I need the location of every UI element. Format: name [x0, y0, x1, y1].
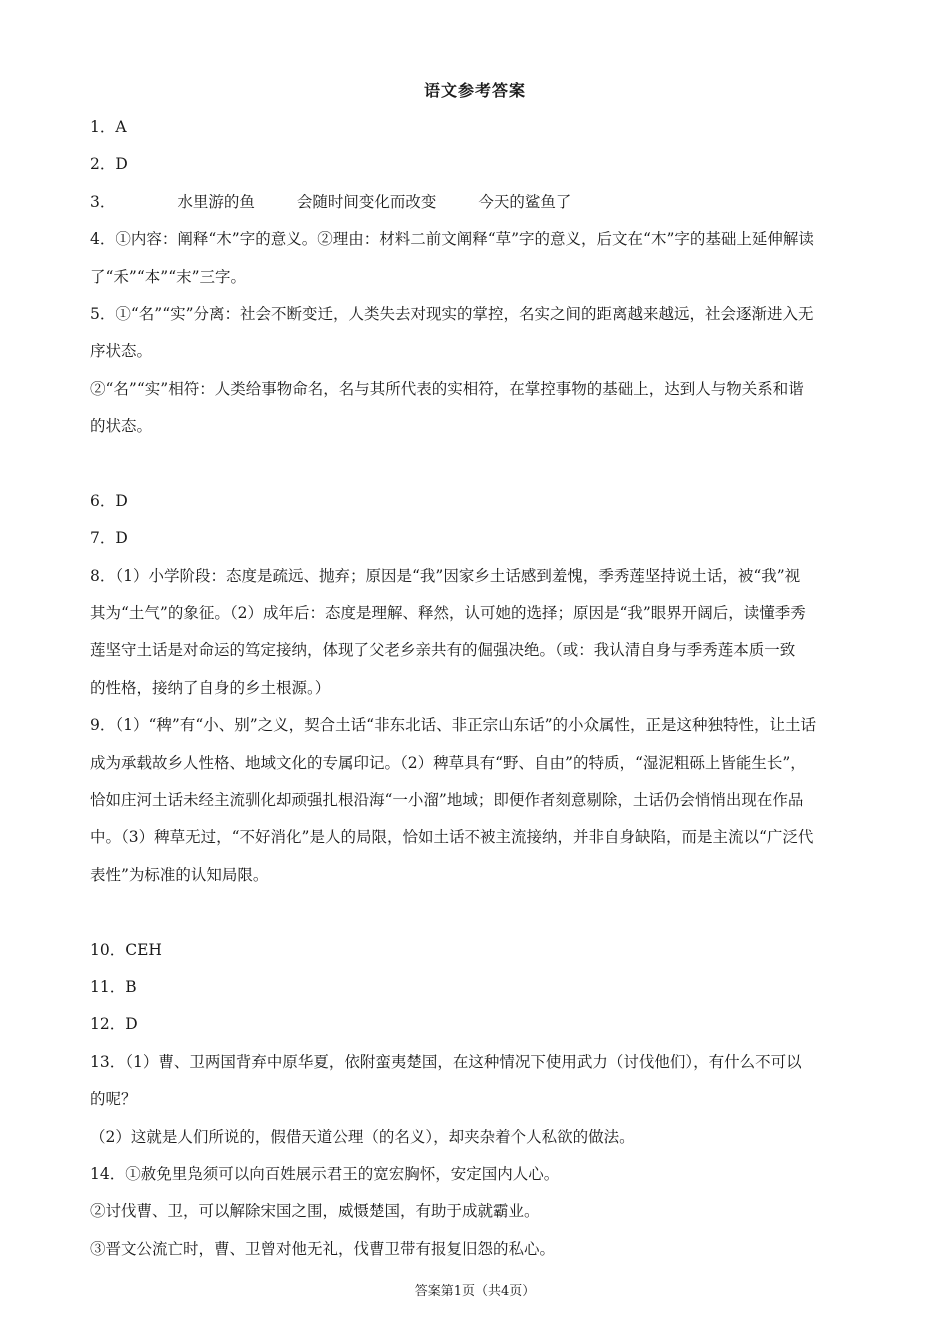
answer-9-line-2: 成为承载故乡人性格、地域文化的专属印记。（2）稗草具有“野、自由”的特质，“湿泥粗砾上皆能生长”， [90, 753, 806, 772]
answer-6: 6．D [90, 491, 128, 510]
answer-13-line-2: 的呢？ [90, 1090, 137, 1109]
answer-9-line-4: 中。（3）稗草无过，“不好消化”是人的局限，恰如土话不被主流接纳，并非自身缺陷，而是主流以“广泛代 [90, 828, 814, 847]
answer-list [90, 109, 860, 1268]
answer-7: 7．D [90, 529, 128, 548]
answer-3-part-1: 水里游的鱼 [177, 192, 255, 211]
answer-5-line-1: 5．①“名”“实”分离：社会不断变迁，人类失去对现实的掌控，名实之间的距离越来越远，社会逐渐进入无 [90, 304, 814, 323]
answer-3-part-3: 今天的鲨鱼了 [478, 192, 572, 211]
answer-4-line-1: 4．①内容：阐释“木”字的意义。②理由：材料二前文阐释“草”字的意义，后文在“木”字的基础上延伸解读 [90, 230, 814, 249]
answer-10: 10．CEH [90, 940, 162, 959]
answer-1: 1．A [90, 118, 127, 136]
answer-8-line-4: 的性格，接纳了自身的乡土根源。） [90, 678, 331, 697]
answer-9-line-1: 9．（1）“稗”有“小、别”之义，契合土话“非东北话、非正宗山东话”的小众属性，正是这种独特性，让土话 [90, 716, 817, 735]
answer-11: 11．B [90, 977, 137, 996]
blank-line [90, 894, 860, 931]
answer-3-number: 3． [90, 192, 116, 211]
page-title: 语文参考答案 [423, 81, 526, 100]
answer-5-line-2: 序状态。 [90, 342, 153, 361]
answer-12: 12．D [90, 1015, 138, 1034]
answer-3-part-2: 会随时间变化而改变 [296, 192, 437, 211]
answer-3 [90, 184, 860, 221]
answer-9-line-5: 表性”为标准的认知局限。 [90, 865, 269, 884]
answer-14-line-1: 14．①赦免里凫须可以向百姓展示君王的宽宏胸怀，安定国内人心。 [90, 1164, 560, 1183]
answer-4-line-2: 了“禾”“本”“末”三字。 [90, 267, 247, 286]
answer-5-line-3: ②“名”“实”相符：人类给事物命名，名与其所代表的实相符，在掌控事物的基础上，达到人与物关系和谐 [90, 379, 804, 398]
answer-8-line-3: 莲坚守土话是对命运的笃定接纳，体现了父老乡亲共有的倔强决绝。（或：我认清自身与季秀莲本质一致 [90, 641, 796, 660]
answer-5-line-4: 的状态。 [90, 417, 153, 436]
answer-14-line-2: ②讨伐曹、卫，可以解除宋国之围，威慑楚国，有助于成就霸业。 [90, 1202, 540, 1221]
answer-2: 2．D [90, 155, 128, 174]
answer-8-line-1: 8．（1）小学阶段：态度是疏远、抛弃；原因是“我”因家乡土话感到羞愧，季秀莲坚持说土话，被“我”视 [90, 566, 801, 585]
page-footer: 答案第1页（共4页） [414, 1284, 536, 1299]
answer-9-line-3: 恰如庄河土话未经主流驯化却顽强扎根沿海“一小溜”地域；即便作者刻意剔除，土话仍会悄悄出现在作品 [90, 791, 804, 810]
answer-13-line-1: 13．（1）曹、卫两国背弃中原华夏，依附蛮夷楚国，在这种情况下使用武力（讨伐他们），有什么不可以 [90, 1052, 802, 1071]
blank-line [90, 446, 860, 483]
answer-14-line-3: ③晋文公流亡时，曹、卫曾对他无礼，伐曹卫带有报复旧怨的私心。 [90, 1239, 556, 1258]
answer-13-line-3: （2）这就是人们所说的，假借天道公理（的名义），却夹杂着个人私欲的做法。 [90, 1127, 635, 1146]
answer-8-line-2: 其为“土气”的象征。（2）成年后：态度是理解、释然，认可她的选择；原因是“我”眼界开阔后，读懂季秀 [90, 604, 806, 623]
